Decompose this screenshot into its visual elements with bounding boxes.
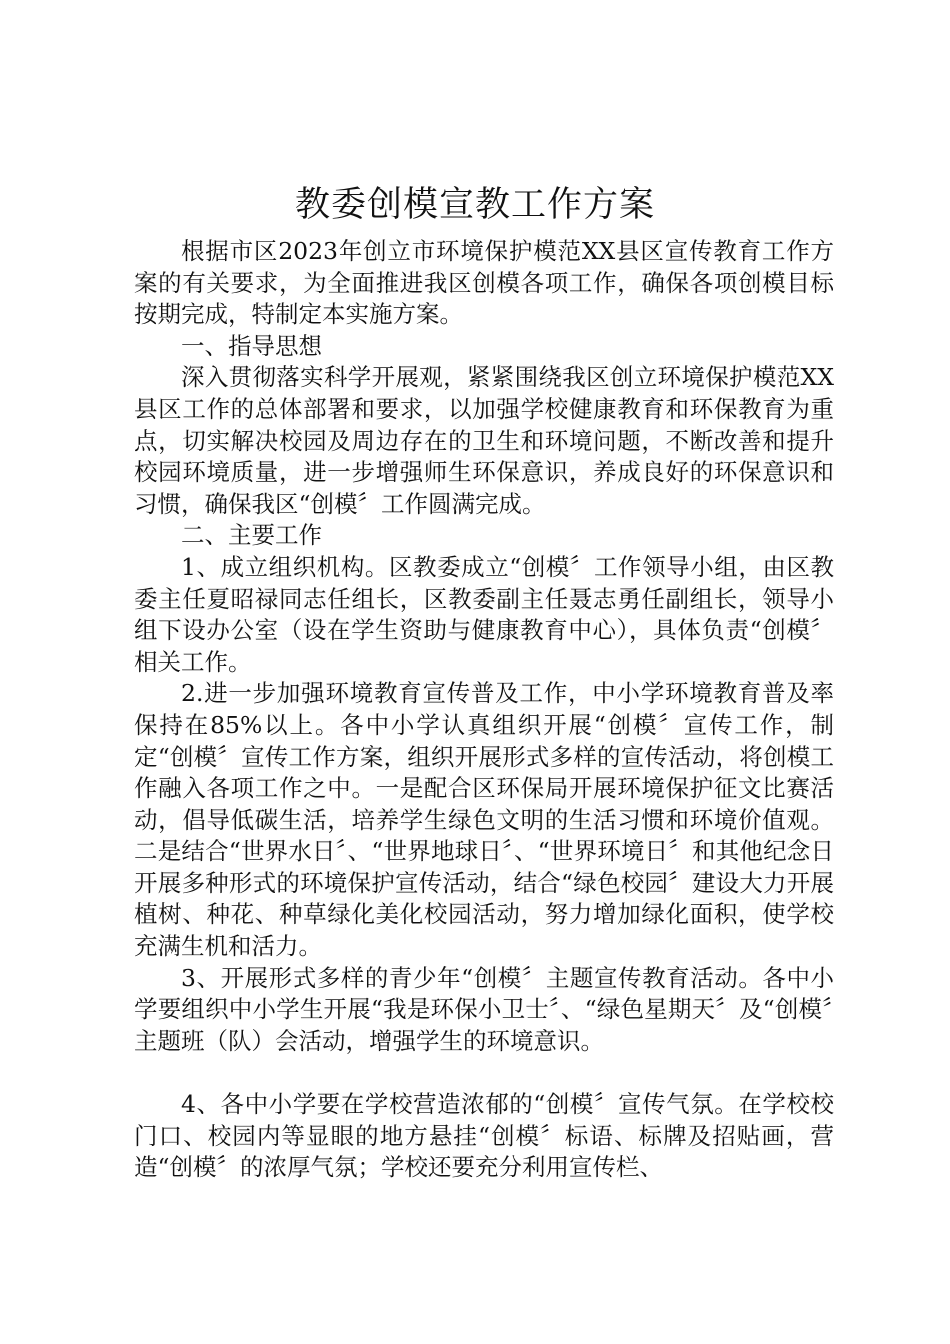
guiding-ideology-paragraph: 深入贯彻落实科学开展观，紧紧围绕我区创立环境保护模范XX县区工作的总体部署和要求，以加强学校健康教育和环保教育为重点，切实解决校园及周边存在的卫生和环境问题，不断改善和提升校园环境质量，进一步增强师生环保意识，养成良好的环保意识和习惯，确保我区“创模〞工作圆满完成。 — [134, 363, 834, 518]
document-title: 教委创模宣教工作方案 — [294, 185, 655, 225]
work-item-2-paragraph: 2.进一步加强环境教育宣传普及工作，中小学环境教育普及率保持在85%以上。各中小学认真组织开展“创模〞宣传工作，制定“创模〞宣传工作方案，组织开展形式多样的宣传活动，将创模工作融入各项工作之中。一是配合区环保局开展环境保护征文比赛活动，倡导低碳生活，培养学生绿色文明的生活习惯和环境价值观。二是结合“世界水日〞、“世界地球日〞、“世界环境日〞和其他纪念日开展多种形式的环境保护宣传活动，结合“绿色校园〞建设大力开展植树、种花、种草绿化美化校园活动，努力增加绿化面积，使学校充满生机和活力。 — [134, 679, 834, 961]
section-heading-guiding-ideology: 一、指导思想 — [181, 331, 322, 360]
section-heading-main-work: 二、主要工作 — [181, 521, 322, 550]
intro-paragraph: 根据市区2023年创立市环境保护模范XX县区宣传教育工作方案的有关要求，为全面推进我区创模各项工作，确保各项创模目标按期完成，特制定本实施方案。 — [134, 237, 834, 329]
work-item-1-paragraph: 1、成立组织机构。区教委成立“创模〞工作领导小组，由区教委主任夏昭禄同志任组长，区教委副主任聂志勇任副组长，领导小组下设办公室（设在学生资助与健康教育中心），具体负责“创模〞相关工作。 — [134, 552, 834, 676]
paragraph-spacer — [134, 1057, 834, 1089]
work-item-4-paragraph: 4、各中小学要在学校营造浓郁的“创模〞宣传气氛。在学校校门口、校园内等显眼的地方悬挂“创模〞标语、标牌及招贴画，营造“创模〞的浓厚气氛；学校还要充分利用宣传栏、 — [134, 1090, 834, 1182]
document-body — [134, 236, 834, 1184]
work-item-3-paragraph: 3、开展形式多样的青少年“创模〞主题宣传教育活动。各中小学要组织中小学生开展“我是环保小卫士〞、“绿色星期天〞及“创模〞主题班（队）会活动，增强学生的环境意识。 — [134, 963, 834, 1055]
